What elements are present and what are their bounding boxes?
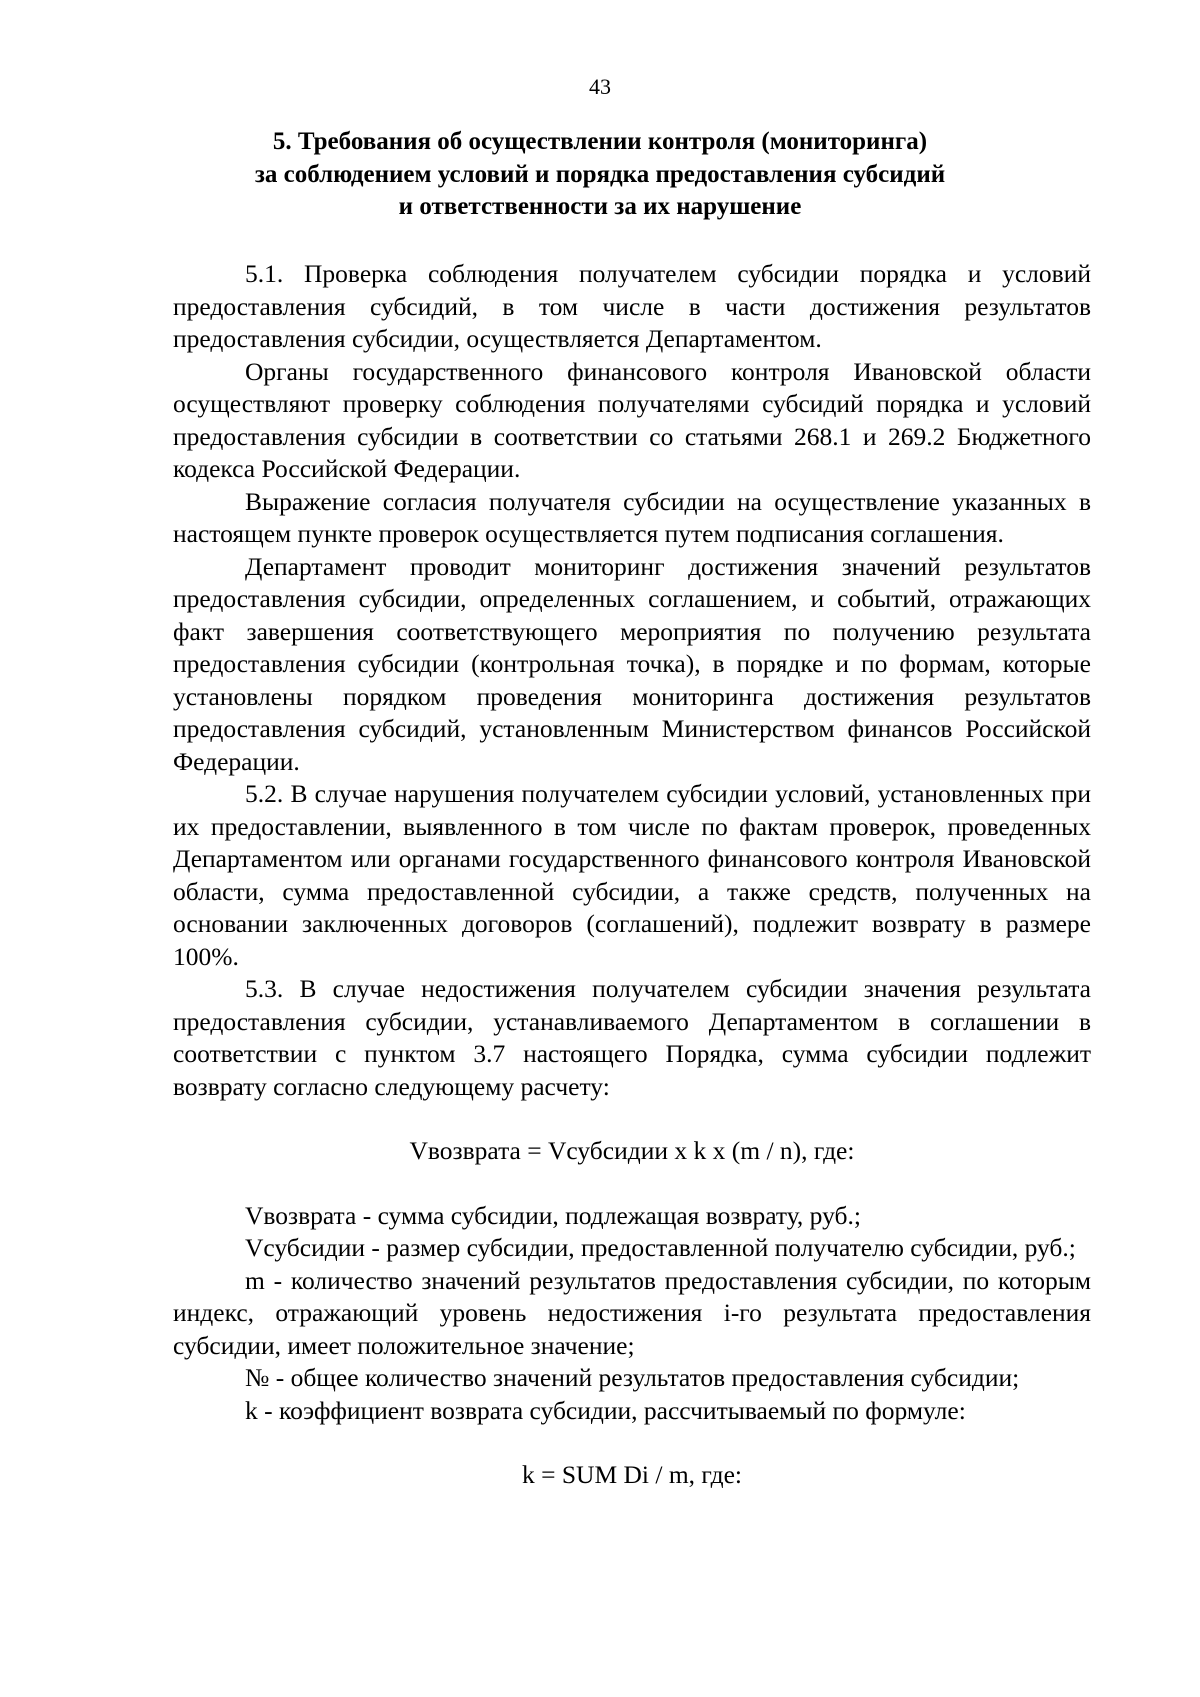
definition-v-subsidy: Vсубсидии - размер субсидии, предоставленной получателю субсидии, руб.; [245,1233,1076,1262]
paragraph-5-1: 5.1. Проверка соблюдения получателем субсидии порядка и условий предоставления субсидий, в том числе в части достижения результатов предоставления субсидии, осуществляется Департаментом. [173,259,1091,353]
definition-m: m - количество значений результатов предоставления субсидии, по которым индекс, отражающий уровень недостижения i-го результата предоставления субсидии, имеет положительное значение; [173,1265,1091,1360]
paragraph-monitoring: Департамент проводит мониторинг достижения значений результатов предоставления субсидии, определенных соглашением, и событий, отражающих факт завершения соответствующего мероприятия по получению результата предоставления субсидии (контрольная точка), в порядке и по формам, которые установлены порядком проведения мониторинга достижения результатов предоставления субсидий, установленным Министерством финансов Российской Федерации. [173,551,1091,776]
formula-return-amount: Vвозврата = Vсубсидии x k x (m / n), где: [409,1136,855,1165]
paragraph-consent: Выражение согласия получателя субсидии на осуществление указанных в настоящем пункте проверок осуществляется путем подписания соглашения. [173,486,1091,548]
section-heading [150,126,1050,224]
definition-n: № - общее количество значений результатов предоставления субсидии; [245,1363,1020,1392]
paragraph-control-bodies: Органы государственного финансового контроля Ивановской области осуществляют проверку соблюдения получателями субсидий порядка и условий предоставления субсидии в соответствии со статьями 268.1 и 269.2 Бюджетного кодекса Российской Федерации. [173,356,1091,483]
paragraph-5-3: 5.3. В случае недостижения получателем субсидии значения результата предоставления субсидии, устанавливаемого Департаментом в соглашении в соответствии с пунктом 3.7 настоящего Порядка, сумма субсидии подлежит возврату согласно следующему расчету: [173,974,1091,1101]
page-number: 43 [589,74,611,99]
definition-k: k - коэффициент возврата субсидии, рассчитываемый по формуле: [245,1395,966,1425]
heading-line-1: 5. Требования об осуществлении контроля (мониторинга) [272,128,928,155]
document-body [173,258,1091,1492]
formula-coefficient: k = SUM Di / m, где: [521,1460,742,1489]
heading-line-3: и ответственности за их нарушение [398,193,802,220]
paragraph-5-2: 5.2. В случае нарушения получателем субсидии условий, установленных при их предоставлении, выявленного в том числе по фактам проверок, проведенных Департаментом или органами государственного финансового контроля Ивановской области, сумма предоставленной субсидии, а также средств, полученных на основании заключенных договоров (соглашений), подлежит возврату в размере 100%. [173,779,1091,971]
heading-line-2: за соблюдением условий и порядка предоставления субсидий [254,160,946,188]
definition-v-return: Vвозврата - сумма субсидии, подлежащая возврату, руб.; [245,1200,861,1230]
